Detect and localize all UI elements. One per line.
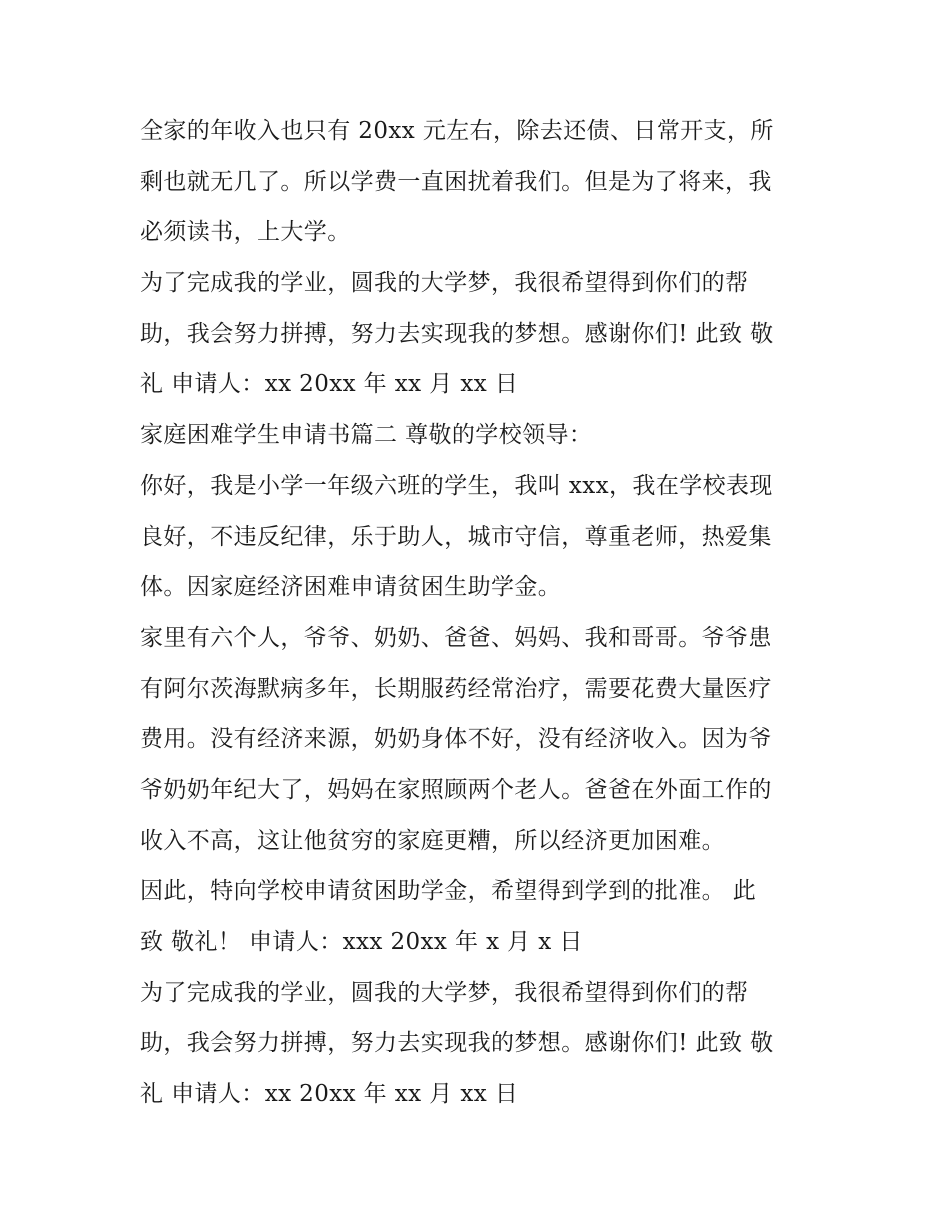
text-line: 助，我会努力拼搏，努力去实现我的梦想。感谢你们! 此致 敬 [140, 320, 774, 347]
text-line: 爷奶奶年纪大了，妈妈在家照顾两个老人。爸爸在外面工作的 [140, 776, 772, 803]
text-line: 体。因家庭经济困难申请贫困生助学金。 [140, 574, 562, 601]
text-line: 为了完成我的学业，圆我的大学梦，我很希望得到你们的帮 [140, 270, 749, 297]
text-line: 费用。没有经济来源，奶奶身体不好，没有经济收入。因为爷 [140, 726, 772, 753]
text-line: 助，我会努力拼搏，努力去实现我的梦想。感谢你们! 此致 敬 [140, 1030, 774, 1057]
text-line: 因此，特向学校申请贫困助学金，希望得到学到的批准。 此 [140, 878, 757, 905]
text-line: 必须读书，上大学。 [140, 219, 351, 246]
text-line: 家里有六个人，爷爷、奶奶、爸爸、妈妈、我和哥哥。爷爷患 [140, 624, 772, 651]
document-body [140, 106, 820, 1120]
text-line: 你好，我是小学一年级六班的学生，我叫 xxx，我在学校表现 [140, 472, 773, 499]
text-line: 有阿尔茨海默病多年，长期服药经常治疗，需要花费大量医疗 [140, 675, 772, 702]
text-line: 剩也就无几了。所以学费一直困扰着我们。但是为了将来，我 [140, 168, 772, 195]
text-line: 良好，不违反纪律，乐于助人，城市守信，尊重老师，热爱集 [140, 523, 772, 550]
section-heading-line: 家庭困难学生申请书篇二 尊敬的学校领导： [140, 422, 593, 449]
text-line: 全家的年收入也只有 20xx 元左右，除去还债、日常开支，所 [140, 118, 774, 144]
text-line: 收入不高，这让他贫穷的家庭更糟，所以经济更加困难。 [140, 827, 725, 854]
text-line: 致 敬礼！ 申请人：xxx 20xx 年 x 月 x 日 [140, 929, 583, 955]
text-line: 礼 申请人：xx 20xx 年 xx 月 xx 日 [140, 1081, 519, 1108]
text-line: 礼 申请人：xx 20xx 年 xx 月 xx 日 [140, 371, 519, 398]
text-line: 为了完成我的学业，圆我的大学梦，我很希望得到你们的帮 [140, 979, 749, 1006]
